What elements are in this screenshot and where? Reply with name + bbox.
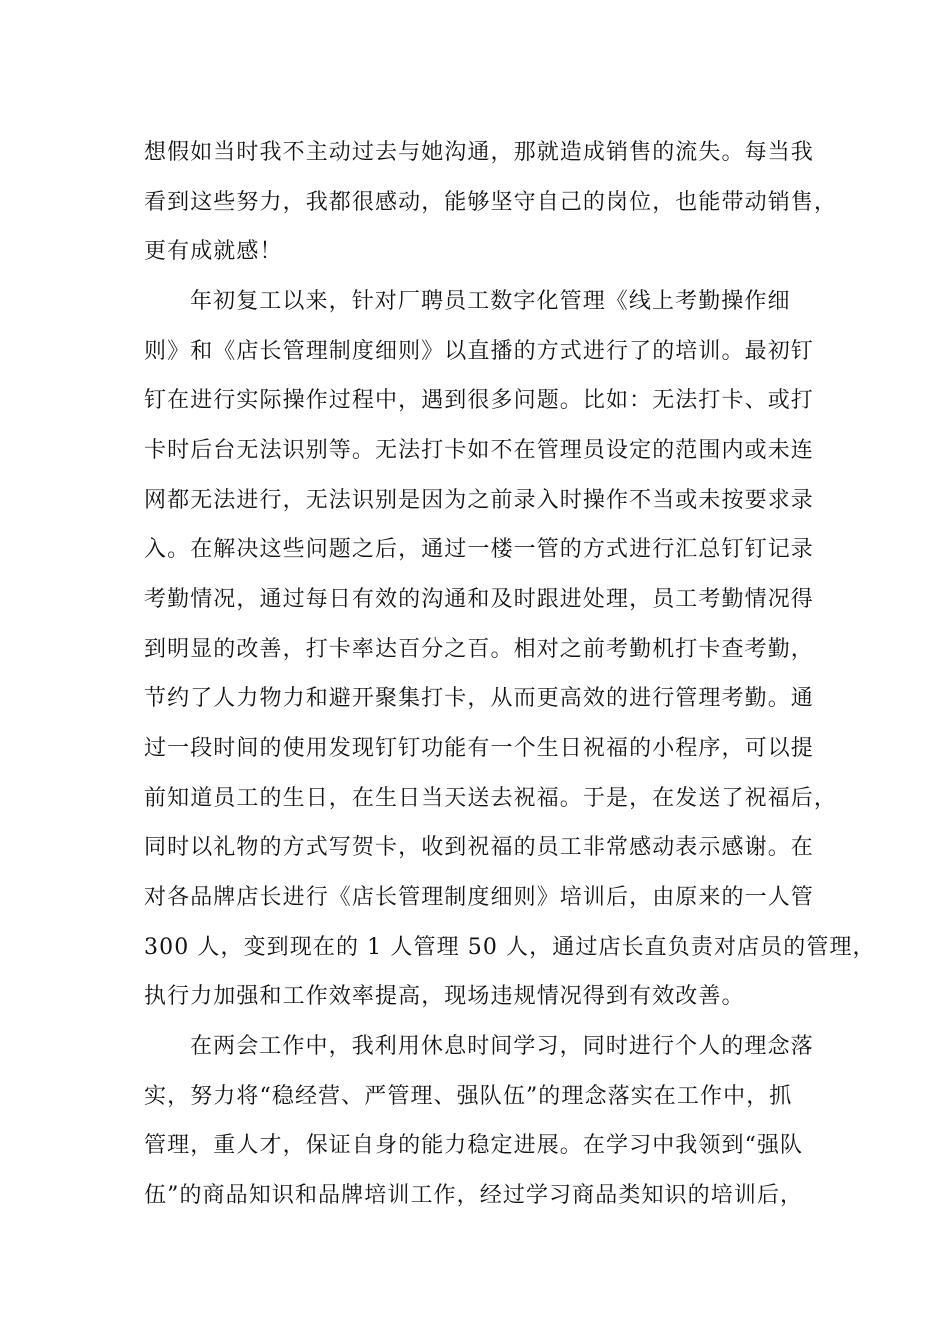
paragraph-2-line-15: 执行力加强和工作效率提高，现场违规情况得到有效改善。 xyxy=(144,984,745,1009)
paragraph-2-line-5: 网都无法进行，无法识别是因为之前录入时操作不当或未按要求录 xyxy=(144,488,814,513)
paragraph-2-line-3: 钉在进行实际操作过程中，遇到很多问题。比如：无法打卡、或打 xyxy=(144,388,814,413)
paragraph-2-line-2: 则》和《店长管理制度细则》以直播的方式进行了的培训。最初钉 xyxy=(144,339,814,364)
paragraph-2-line-8: 到明显的改善，打卡率达百分之百。相对之前考勤机打卡查考勤， xyxy=(144,637,814,662)
paragraph-3-line-1: 在两会工作中，我利用休息时间学习，同时进行个人的理念落 xyxy=(190,1034,814,1059)
paragraph-1-line-3: 更有成就感！ xyxy=(144,239,283,264)
paragraph-2-line-1: 年初复工以来，针对厂聘员工数字化管理《线上考勤操作细 xyxy=(190,289,791,314)
paragraph-2-line-6: 入。在解决这些问题之后，通过一楼一管的方式进行汇总钉钉记录 xyxy=(144,537,814,562)
paragraph-3-line-4: 伍”的商品知识和品牌培训工作，经过学习商品类知识的培训后， xyxy=(144,1183,804,1208)
paragraph-2-line-12: 同时以礼物的方式写贺卡，收到祝福的员工非常感动表示感谢。在 xyxy=(144,835,814,860)
paragraph-2-line-9: 节约了人力物力和避开聚集打卡，从而更高效的进行管理考勤。通 xyxy=(144,686,814,711)
paragraph-3-line-3: 管理，重人才，保证自身的能力稳定进展。在学习中我领到“强队 xyxy=(144,1133,804,1158)
paragraph-1-line-1: 想假如当时我不主动过去与她沟通，那就造成销售的流失。每当我 xyxy=(144,140,814,165)
paragraph-2-line-10: 过一段时间的使用发现钉钉功能有一个生日祝福的小程序，可以提 xyxy=(144,736,814,761)
paragraph-2-line-13: 对各品牌店长进行《店长管理制度细则》培训后，由原来的一人管 xyxy=(144,885,814,910)
paragraph-2-line-14: 300 人，变到现在的 1 人管理 50 人，通过店长直负责对店员的管理， xyxy=(144,935,876,960)
paragraph-2-line-7: 考勤情况，通过每日有效的沟通和及时跟进处理，员工考勤情况得 xyxy=(144,587,814,612)
paragraph-2-line-4: 卡时后台无法识别等。无法打卡如不在管理员设定的范围内或未连 xyxy=(144,438,814,463)
paragraph-1-line-2: 看到这些努力，我都很感动，能够坚守自己的岗位，也能带动销售， xyxy=(144,190,838,215)
paragraph-3-line-2: 实，努力将“稳经营、严管理、强队伍”的理念落实在工作中，抓 xyxy=(144,1084,793,1109)
paragraph-2-line-11: 前知道员工的生日，在生日当天送去祝福。于是，在发送了祝福后， xyxy=(144,786,838,811)
